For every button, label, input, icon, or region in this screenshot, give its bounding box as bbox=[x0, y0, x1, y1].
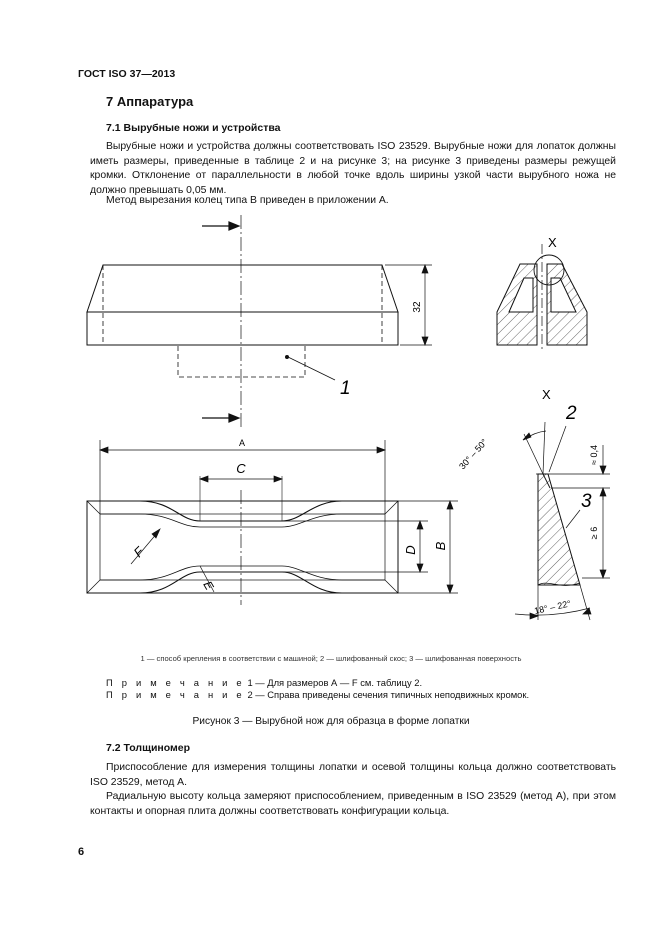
figure-note-1 bbox=[106, 677, 422, 688]
detail-x-marker: X bbox=[542, 387, 551, 402]
callout-2-label: 2 bbox=[566, 403, 577, 424]
die-section-top bbox=[497, 244, 587, 350]
dimension-d-label: D bbox=[403, 545, 418, 555]
dimension-32-label: 32 bbox=[412, 301, 423, 313]
detail-x-section bbox=[538, 474, 580, 585]
dimension-a bbox=[100, 440, 385, 514]
figure-title: Рисунок 3 — Вырубной нож для образца в форме лопатки bbox=[192, 716, 470, 727]
paragraph-dies-requirements: Вырубные ножи и устройства должны соответствовать ISO 23529. Вырубные ножи для лопаток должны иметь размеры, приведенные в таблице 2 и на рисунке 3; на рисунке 3 приведены размеры режущей кромки. Отклонение от параллельности в любой точке вдоль ширины узкой части вырубного ножа не должно превышать 0,05 мм. bbox=[90, 141, 616, 196]
paragraph-ring-height: Радиальную высоту кольца замеряют приспособлением, приведенным в ISO 23529 (метод А), при этом контакты и опорная плита должны соответствовать конфигурации кольца. bbox=[90, 791, 616, 817]
note-label: П р и м е ч а н и е bbox=[106, 689, 245, 700]
dimension-04-label: ≈ 0,4 bbox=[589, 445, 599, 465]
subsection-title-7-1: 7.1 Вырубные ножи и устройства bbox=[106, 122, 281, 134]
radius-e-label: E bbox=[200, 578, 217, 593]
paragraph-thickness-gauge: Приспособление для измерения толщины лопатки и осевой толщины кольца должно соответствовать ISO 23529, метод А. bbox=[90, 762, 616, 788]
die-plan-view bbox=[87, 476, 398, 605]
paragraph-ring-cutting: Метод вырезания колец типа В приведен в приложении А. bbox=[106, 195, 389, 206]
note-1-text: 1 — Для размеров А — F см. таблицу 2. bbox=[247, 677, 423, 688]
document-standard-header: ГОСТ ISO 37—2013 bbox=[78, 68, 176, 80]
clamp-arrow-bottom bbox=[202, 414, 239, 422]
figure-legend: 1 — способ крепления в соответствии с машиной; 2 — шлифованный скос; 3 — шлифованная поверхность bbox=[140, 654, 522, 663]
dimension-c-label: C bbox=[236, 461, 246, 476]
note-2-text: 2 — Справа приведены сечения типичных неподвижных кромок. bbox=[247, 689, 530, 700]
detail-x-marker-top: X bbox=[548, 235, 557, 250]
subsection-title-7-2: 7.2 Толщиномер bbox=[106, 742, 191, 754]
callout-1-label: 1 bbox=[340, 378, 351, 399]
note-label: П р и м е ч а н и е bbox=[106, 677, 245, 688]
dimension-a-label: A bbox=[238, 438, 246, 448]
die-side-view bbox=[87, 215, 398, 430]
dimension-6-label: ≥ 6 bbox=[589, 526, 599, 540]
radius-f-label: F bbox=[130, 543, 147, 561]
angle-edge-label: 18° – 22° bbox=[533, 598, 572, 616]
dimension-b-label: B bbox=[433, 541, 448, 551]
dimension-32 bbox=[385, 265, 432, 345]
figure-note-2 bbox=[106, 689, 529, 700]
radius-leaders bbox=[131, 529, 214, 592]
dimension-c bbox=[200, 476, 282, 482]
callout-3-label: 3 bbox=[581, 491, 592, 512]
angle-bevel-label: 30° – 50° bbox=[457, 436, 490, 472]
page-number: 6 bbox=[78, 846, 85, 858]
dimension-b-d bbox=[282, 501, 458, 593]
section-title: 7 Аппаратура bbox=[106, 94, 194, 109]
clamp-arrow-top bbox=[202, 222, 239, 230]
